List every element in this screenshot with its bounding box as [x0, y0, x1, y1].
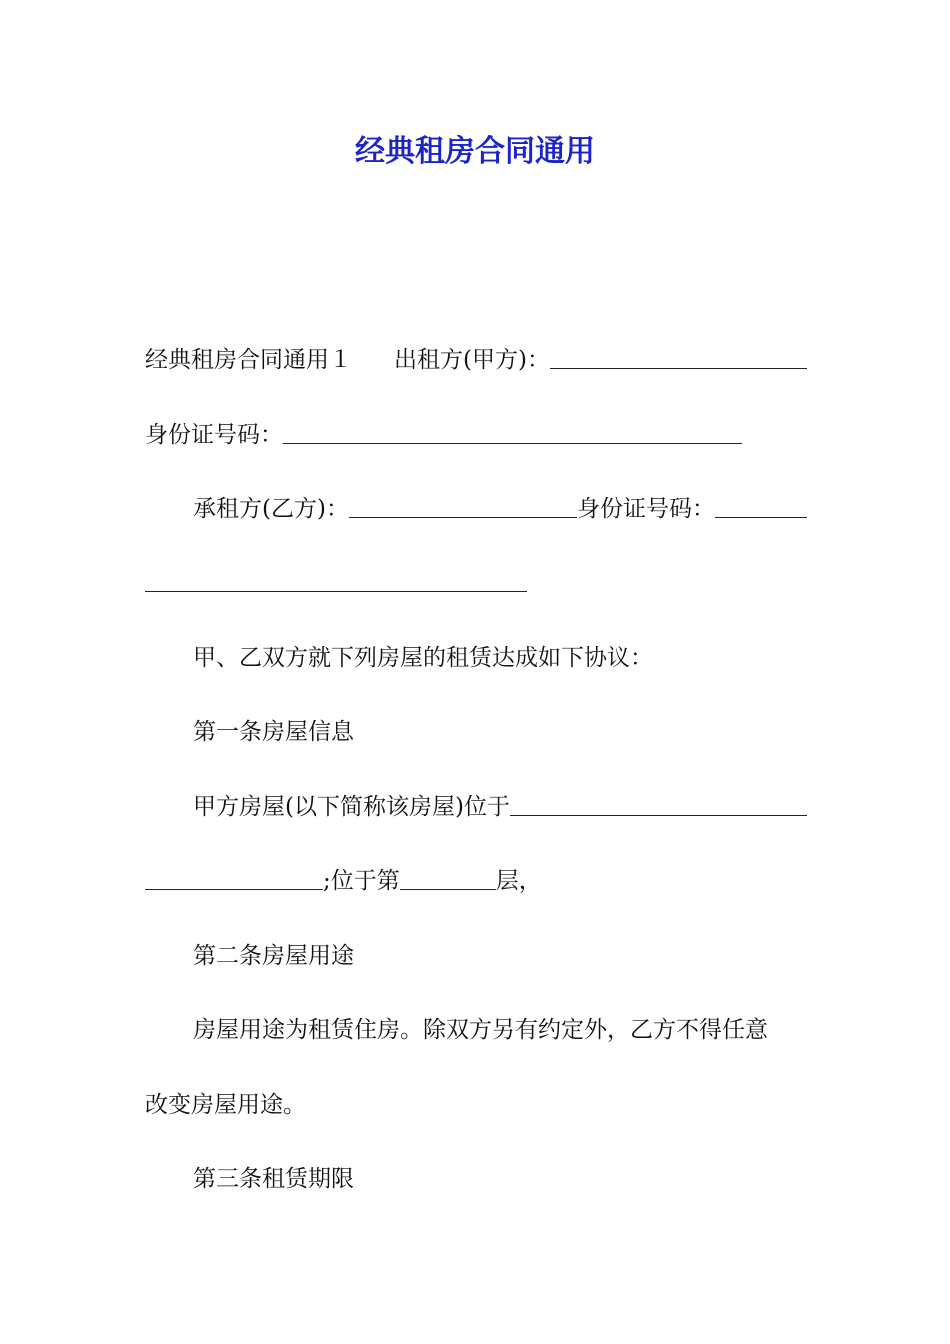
usage-text-continued: 改变房屋用途。 — [145, 1092, 306, 1118]
lessor-id-label: 身份证号码： — [145, 422, 283, 448]
agreement-line — [145, 638, 807, 678]
document-title: 经典租房合同通用 — [355, 134, 595, 169]
lessor-id-blank[interactable] — [283, 417, 742, 444]
location-label: 甲方房屋(以下简称该房屋)位于 — [193, 794, 510, 820]
usage-line — [145, 1010, 807, 1050]
floor-prefix: ;位于第 — [323, 868, 400, 894]
lessee-id-label: 身份证号码： — [576, 496, 715, 522]
article-1-text: 第一条房屋信息 — [193, 719, 354, 745]
lessor-line — [145, 340, 807, 380]
contract-heading: 经典租房合同通用１ — [145, 347, 352, 373]
lessee-label: 承租方(乙方)： — [193, 496, 349, 522]
usage-continued-line — [145, 1085, 807, 1125]
lessee-id-blank-continued[interactable] — [145, 565, 527, 592]
lessor-name-blank[interactable] — [550, 342, 807, 369]
location-blank[interactable] — [510, 789, 807, 816]
floor-line — [145, 861, 807, 901]
location-blank-continued[interactable] — [145, 863, 323, 890]
article-1-heading — [145, 712, 807, 752]
floor-number-blank[interactable] — [400, 863, 496, 890]
lessee-line — [145, 489, 807, 529]
floor-suffix: 层， — [495, 868, 542, 894]
lessor-label: 出租方(甲方)： — [394, 347, 550, 373]
lessor-id-line — [145, 415, 742, 455]
article-2-text: 第二条房屋用途 — [193, 943, 354, 969]
article-2-heading — [145, 936, 807, 976]
usage-text: 房屋用途为租赁住房。除双方另有约定外，乙方不得任意 — [193, 1017, 768, 1043]
article-3-heading — [145, 1159, 807, 1199]
article-3-text: 第三条租赁期限 — [193, 1166, 354, 1192]
agreement-text: 甲、乙双方就下列房屋的租赁达成如下协议： — [193, 645, 653, 671]
lessee-name-blank[interactable] — [349, 491, 577, 518]
lessee-id-continued-line — [145, 563, 527, 603]
location-line — [145, 787, 807, 827]
lessee-id-blank[interactable] — [715, 491, 807, 518]
